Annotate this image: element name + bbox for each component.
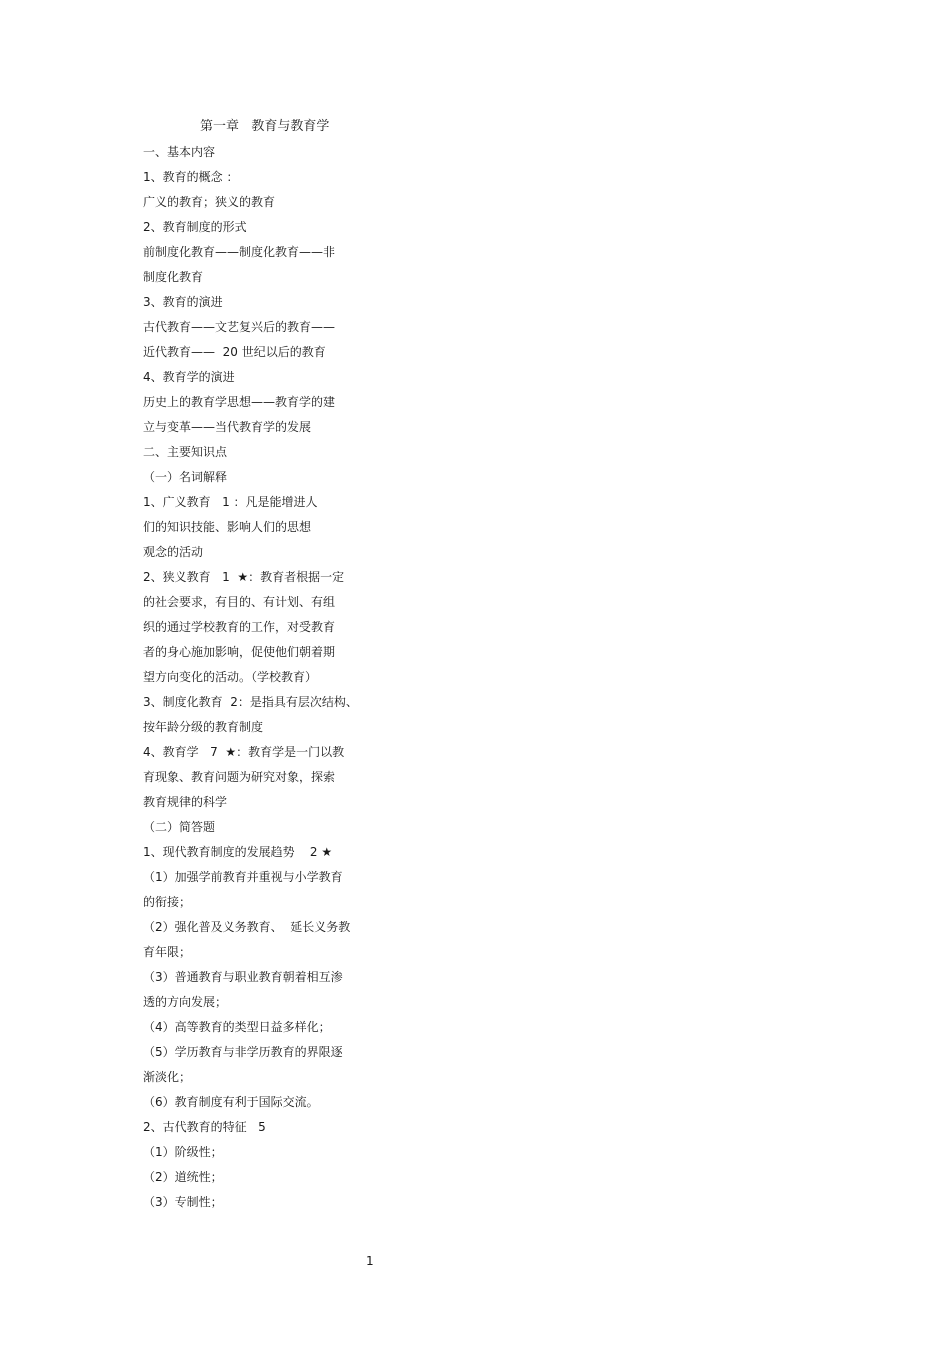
text-line: 2、古代教育的特征 5 xyxy=(143,1120,266,1134)
text-line: 渐淡化； xyxy=(143,1070,192,1084)
text-line: 3、制度化教育 2：是指具有层次结构、 xyxy=(143,695,358,709)
text-line: 2、狭义教育 1 ★：教育者根据一定 xyxy=(143,570,345,584)
text-line: （3）普通教育与职业教育朝着相互渗 xyxy=(143,970,343,984)
text-line: 二、主要知识点 xyxy=(143,445,228,459)
text-line: （4）高等教育的类型日益多样化； xyxy=(143,1020,331,1034)
text-line: 观念的活动 xyxy=(143,545,204,559)
text-line: 历史上的教育学思想——教育学的建 xyxy=(143,395,336,409)
text-line: 古代教育——文艺复兴后的教育—— xyxy=(143,320,336,334)
text-line: 的衔接； xyxy=(143,895,192,909)
text-line: （一）名词解释 xyxy=(143,470,228,484)
text-line: 一、基本内容 xyxy=(143,145,216,159)
text-line: （1）加强学前教育并重视与小学教育 xyxy=(143,870,343,884)
text-line: 育年限； xyxy=(143,945,192,959)
text-line: 育现象、教育问题为研究对象，探索 xyxy=(143,770,336,784)
text-line: 前制度化教育——制度化教育——非 xyxy=(143,245,336,259)
text-line: 1、教育的概念 ： xyxy=(143,170,239,184)
text-line: （6）教育制度有利于国际交流。 xyxy=(143,1095,319,1109)
text-line: 1、现代教育制度的发展趋势 2 ★ xyxy=(143,845,333,859)
text-line: 立与变革——当代教育学的发展 xyxy=(143,420,312,434)
text-line: 织的通过学校教育的工作，对受教育 xyxy=(143,620,336,634)
document-body xyxy=(143,142,403,1217)
text-line: （2）强化普及义务教育、 延长义务教 xyxy=(143,920,351,934)
text-line: （二）简答题 xyxy=(143,820,216,834)
text-line: （5）学历教育与非学历教育的界限逐 xyxy=(143,1045,343,1059)
text-line: 3、教育的演进 xyxy=(143,295,223,309)
text-line: 望方向变化的活动。（学校教育） xyxy=(143,670,318,684)
text-line: 者的身心施加影响，促使他们朝着期 xyxy=(143,645,336,659)
text-line: 们的知识技能、影响人们的思想 xyxy=(143,520,312,534)
text-line: 教育规律的科学 xyxy=(143,795,228,809)
text-line: 4、教育学的演进 xyxy=(143,370,235,384)
text-line: 1、广义教育 1 ：凡是能增进人 xyxy=(143,495,318,509)
text-line: 透的方向发展； xyxy=(143,995,228,1009)
text-line: （2）道统性； xyxy=(143,1170,223,1184)
text-line: 制度化教育 xyxy=(143,270,204,284)
text-line: （1）阶级性； xyxy=(143,1145,223,1159)
text-line: 近代教育—— 20 世纪以后的教育 xyxy=(143,345,326,359)
text-line: 广义的教育；狭义的教育 xyxy=(143,195,276,209)
text-line: 4、教育学 7 ★：教育学是一门以教 xyxy=(143,745,345,759)
page-number: 1 xyxy=(366,1254,374,1268)
text-line: 的社会要求，有目的、有计划、有组 xyxy=(143,595,336,609)
text-line: 2、教育制度的形式 xyxy=(143,220,247,234)
chapter-title: 第一章 教育与教育学 xyxy=(200,119,330,134)
text-line: （3）专制性； xyxy=(143,1195,223,1209)
text-line: 按年龄分级的教育制度 xyxy=(143,720,264,734)
